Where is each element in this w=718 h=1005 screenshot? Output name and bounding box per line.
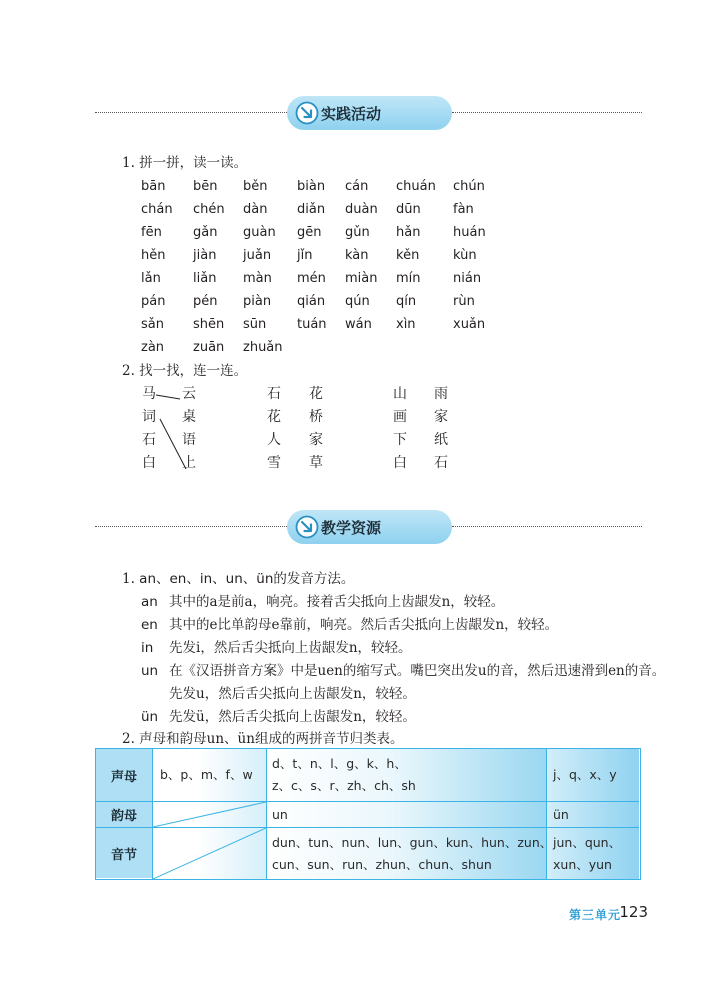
match-char: 家 (309, 432, 323, 448)
yinjie-uen-line2: xun、yun (553, 857, 612, 872)
pinyin-syllable: nián (453, 271, 482, 286)
pinyin-syllable: huán (453, 225, 486, 240)
row-header-yunmu: 韵母 (96, 802, 152, 827)
pinyin-syllable: kàn (345, 248, 369, 263)
pinyin-syllable: xìn (396, 317, 416, 332)
match-char: 上 (182, 455, 196, 471)
pinyin-syllable: liǎn (193, 271, 217, 286)
question-2-title: 2. 找一找，连一连。 (122, 363, 248, 379)
pinyin-syllable: hǎn (396, 225, 421, 240)
yunmu-uen: ün (553, 807, 569, 822)
pinyin-syllable: piàn (243, 294, 272, 309)
final-label: an (141, 594, 158, 610)
shengmu-group-2-line2: z、c、s、r、zh、ch、sh (272, 778, 416, 793)
pronunciation-item (141, 639, 412, 657)
pinyin-syllable: pán (141, 294, 166, 309)
pinyin-syllable: lǎn (141, 271, 161, 286)
pinyin-syllable: sūn (243, 317, 267, 332)
pinyin-syllable: gǔn (345, 225, 370, 240)
pinyin-syllable: xuǎn (453, 317, 486, 332)
pinyin-syllable: mín (396, 271, 421, 286)
question-1-title: 1. 拼一拼，读一读。 (122, 155, 248, 171)
match-char: 语 (182, 432, 196, 448)
final-description: 先发ü，然后舌尖抵向上齿龈发n，较轻。 (169, 709, 416, 725)
pinyin-syllable: shēn (193, 317, 225, 332)
pronunciation-item (141, 662, 665, 680)
pinyin-syllable: cán (345, 179, 369, 194)
pinyin-syllable: běn (243, 179, 268, 194)
resource-1-title (122, 570, 354, 588)
pinyin-syllable: duàn (345, 202, 378, 217)
match-char: 花 (267, 409, 281, 425)
final-label: in (141, 640, 154, 656)
pinyin-syllable: sǎn (141, 317, 164, 332)
pinyin-syllable: dàn (243, 202, 268, 217)
unit-label: 第三单元 (568, 908, 621, 922)
match-char: 人 (267, 432, 281, 448)
pinyin-syllable: kùn (453, 248, 477, 263)
match-char: 山 (393, 386, 407, 402)
pinyin-syllable: fàn (453, 202, 474, 217)
match-char: 雪 (267, 455, 281, 471)
pinyin-syllable: bēn (193, 179, 218, 194)
section-divider-right (452, 112, 642, 113)
pinyin-syllable: mén (297, 271, 326, 286)
section-divider-right (452, 526, 642, 527)
pinyin-syllable: guàn (243, 225, 276, 240)
pinyin-syllable: biàn (297, 179, 326, 194)
syllable-table (95, 748, 641, 880)
pinyin-syllable: bān (141, 179, 166, 194)
final-label: en (141, 617, 158, 633)
yinjie-uen-line1: jun、qun、 (553, 835, 622, 850)
match-char: 桥 (309, 409, 323, 425)
section-title: 教学资源 (321, 518, 382, 537)
match-char: 石 (267, 386, 281, 402)
section-divider-left (95, 112, 287, 113)
pinyin-syllable: tuán (297, 317, 327, 332)
yinjie-un-line2: cun、sun、run、zhun、chun、shun (272, 857, 492, 872)
row-header-yinjie: 音节 (96, 828, 152, 878)
pinyin-syllable: dūn (396, 202, 421, 217)
pinyin-syllable: qún (345, 294, 370, 309)
match-char: 草 (309, 455, 323, 471)
match-char: 云 (182, 386, 196, 402)
pinyin-syllable: pén (193, 294, 218, 309)
pronunciation-item (141, 593, 504, 611)
shengmu-group-2-line1: d、t、n、l、g、k、h、 (272, 756, 407, 771)
pinyin-syllable: chán (141, 202, 173, 217)
page-number: 123 (619, 903, 648, 921)
shengmu-group-1: b、p、m、f、w (160, 767, 253, 782)
match-char: 桌 (182, 409, 196, 425)
pinyin-syllable: diǎn (297, 202, 326, 217)
title-suffix: 的发音方法。 (273, 571, 355, 587)
pinyin-syllable: jiàn (193, 248, 217, 263)
arrow-circle-icon (295, 101, 319, 125)
pronunciation-item (169, 685, 416, 703)
pinyin-syllable: gǎn (193, 225, 218, 240)
pinyin-syllable: kěn (396, 248, 420, 263)
pinyin-syllable: qín (396, 294, 417, 309)
title-prefix: 1. (122, 571, 140, 587)
final-description: 其中的a是前a，响亮。接着舌尖抵向上齿龈发n，较轻。 (169, 594, 505, 610)
pinyin-syllable: chén (193, 202, 225, 217)
pinyin-syllable: wán (345, 317, 372, 332)
match-char: 画 (393, 409, 407, 425)
pinyin-syllable: gēn (297, 225, 322, 240)
match-char: 白 (142, 455, 156, 471)
pinyin-syllable: juǎn (243, 248, 272, 263)
pinyin-syllable: zuān (193, 340, 225, 355)
pinyin-syllable: fēn (141, 225, 162, 240)
match-char: 家 (434, 409, 448, 425)
pinyin-syllable: qián (297, 294, 326, 309)
yinjie-un-line1: dun、tun、nun、lun、gun、kun、hun、zun、 (272, 835, 553, 850)
pronunciation-item (141, 616, 558, 634)
empty-cell-slash (153, 802, 266, 879)
section-divider-left (95, 526, 287, 527)
match-char: 纸 (434, 432, 448, 448)
pinyin-syllable: miàn (345, 271, 378, 286)
pinyin-syllable: chún (453, 179, 485, 194)
final-description: 先发i，然后舌尖抵向上齿龈发n，较轻。 (169, 640, 412, 656)
section-title: 实践活动 (321, 104, 382, 123)
pinyin-syllable: rùn (453, 294, 475, 309)
pinyin-syllable: jǐn (297, 248, 313, 263)
arrow-circle-icon (295, 515, 319, 539)
title-finals: an、en、in、un、ün (139, 571, 274, 587)
pinyin-syllable: chuán (396, 179, 436, 194)
match-char: 马 (142, 386, 156, 402)
pinyin-syllable: zàn (141, 340, 165, 355)
match-char: 石 (142, 432, 156, 448)
yunmu-un: un (272, 807, 288, 822)
match-char: 雨 (434, 386, 448, 402)
match-char: 下 (393, 432, 407, 448)
row-header-shengmu: 声母 (96, 749, 152, 801)
final-description: 其中的e比单韵母e靠前，响亮。然后舌尖抵向上齿龈发n，较轻。 (169, 617, 559, 633)
final-label: un (141, 663, 159, 679)
pinyin-syllable: màn (243, 271, 272, 286)
shengmu-group-3: j、q、x、y (553, 767, 617, 782)
pinyin-syllable: zhuǎn (243, 340, 283, 355)
pronunciation-item (141, 708, 416, 726)
match-lines (150, 385, 200, 475)
match-char: 白 (393, 455, 407, 471)
pinyin-syllable: hěn (141, 248, 166, 263)
final-label: ün (141, 709, 159, 725)
col-divider (266, 749, 267, 879)
match-char: 花 (309, 386, 323, 402)
match-char: 石 (434, 455, 448, 471)
final-description: 在《汉语拼音方案》中是uen的缩写式。嘴巴突出发u的音，然后迅速滑到en的音。 (169, 663, 666, 679)
final-description: 先发u，然后舌尖抵向上齿龈发n，较轻。 (169, 686, 416, 702)
match-char: 词 (142, 409, 156, 425)
resource-2-title: 2. 声母和韵母un、ün组成的两拼音节归类表。 (122, 731, 404, 747)
section-header-resources (287, 510, 452, 544)
section-header-practice (287, 96, 452, 130)
col-divider (546, 749, 547, 879)
